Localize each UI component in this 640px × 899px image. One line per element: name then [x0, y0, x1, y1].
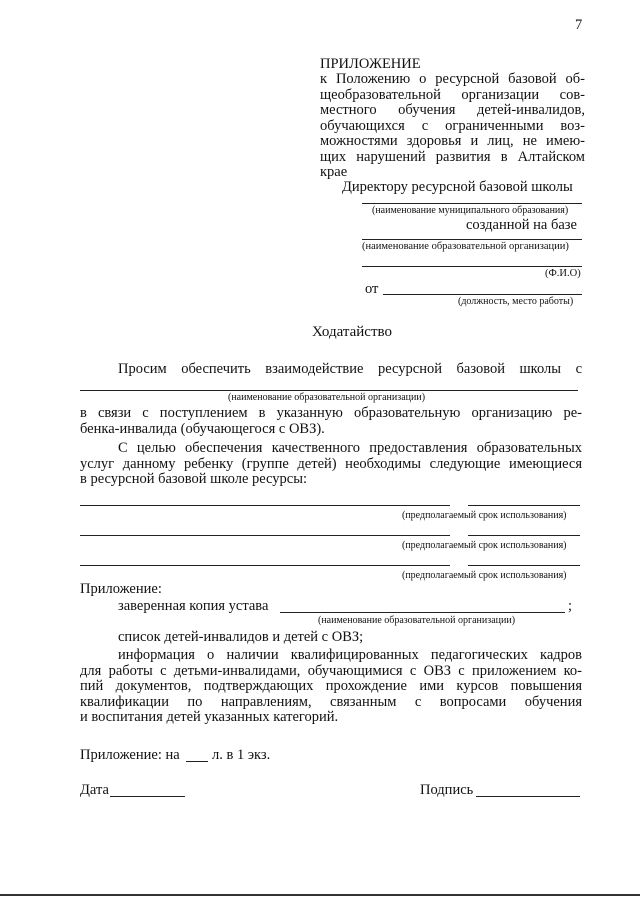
date-label: Дата [80, 782, 109, 798]
caption-term-1: (предполагаемый срок использования) [402, 510, 567, 521]
info-line: пий документов, подтверждающих прохождение ими курсов повышения [80, 678, 582, 694]
body-line: в ресурсной базовой школе ресурсы: [80, 471, 308, 487]
info-line: для работы с детьми-инвалидами, обучающимися с ОВЗ с приложением ко- [80, 662, 582, 679]
copies-suffix: л. в 1 экз. [212, 747, 271, 763]
appendix-line: можностями здоровья и лиц, не имею- [320, 133, 585, 149]
organization-blank [362, 239, 582, 240]
appendix-line: щеобразовательной организации сов- [320, 86, 585, 103]
from-label: от [365, 281, 379, 297]
page-number: 7 [575, 17, 583, 33]
request-text [118, 362, 582, 378]
charter-blank [280, 612, 565, 613]
copies-blank [186, 761, 208, 762]
resource-blank-3 [80, 565, 450, 566]
body-line: в связи с поступлением в указанную образовательную организацию ре- [80, 405, 582, 421]
info-line: и воспитания детей указанных категорий. [80, 709, 339, 725]
appendix-line: обучающихся с ограниченными воз- [320, 117, 585, 134]
info-line: информация о наличии квалифицированных педагогических кадров [118, 647, 582, 663]
appendix-line: крае [320, 164, 348, 180]
list-children: список детей-инвалидов и детей с ОВЗ; [118, 629, 364, 645]
body-line: С целью обеспечения качественного предоставления образовательных [118, 440, 582, 456]
charter-text: заверенная копия устава [118, 598, 269, 614]
fio-blank [362, 266, 582, 267]
resource-blank-1 [80, 505, 450, 506]
caption-term-2: (предполагаемый срок использования) [402, 540, 567, 551]
caption-term-3: (предполагаемый срок использования) [402, 570, 567, 581]
request-line: Просим обеспечить взаимодействие ресурсной базовой школы с [118, 361, 582, 377]
appendix-text [320, 72, 585, 181]
caption-position: (должность, место работы) [458, 296, 574, 307]
from-blank [383, 294, 582, 295]
municipality-blank [362, 203, 582, 204]
director-line: Директору ресурсной базовой школы [342, 179, 573, 195]
appendix-line: к Положению о ресурсной базовой об- [320, 71, 585, 87]
copies-prefix: Приложение: на [80, 747, 180, 763]
appendix-line: местного обучения детей-инвалидов, [320, 102, 585, 118]
info-line: квалификации по направлениям, связанным с вопросами обучения [80, 693, 582, 710]
appendix-line: щих нарушений развития в Алтайском [320, 148, 585, 165]
caption-municipality: (наименование муниципального образования) [372, 205, 569, 216]
resource-term-blank-2 [468, 535, 580, 536]
attachments-label: Приложение: [80, 581, 162, 597]
created-on-base: созданной на базе [466, 217, 577, 233]
info-text [80, 648, 582, 726]
caption-organization-body: (наименование образовательной организации) [228, 392, 426, 403]
caption-fio: (Ф.И.О) [545, 268, 581, 279]
body-text [80, 406, 582, 437]
resource-blank-2 [80, 535, 450, 536]
appendix-title: ПРИЛОЖЕНИЕ [320, 56, 421, 72]
caption-organization-addressee: (наименование образовательной организации) [362, 241, 569, 252]
body-line: услуг данному ребенку (группе детей) необходимы следующие имеющиеся [80, 455, 582, 472]
date-blank [110, 796, 185, 797]
charter-end: ; [568, 598, 573, 614]
resource-term-blank-1 [468, 505, 580, 506]
document-heading: Ходатайство [312, 324, 392, 340]
signature-blank [476, 796, 580, 797]
caption-organization-charter: (наименование образовательной организации) [318, 615, 516, 626]
body-line: бенка-инвалида (обучающегося с ОВЗ). [80, 420, 325, 437]
request-org-blank [80, 390, 578, 391]
body-text-2 [80, 441, 582, 488]
caption-org-hidden: наименование образовательной организации [365, 241, 566, 252]
resource-term-blank-3 [468, 565, 580, 566]
page-bottom-edge [0, 894, 640, 896]
signature-label: Подпись [420, 782, 474, 798]
